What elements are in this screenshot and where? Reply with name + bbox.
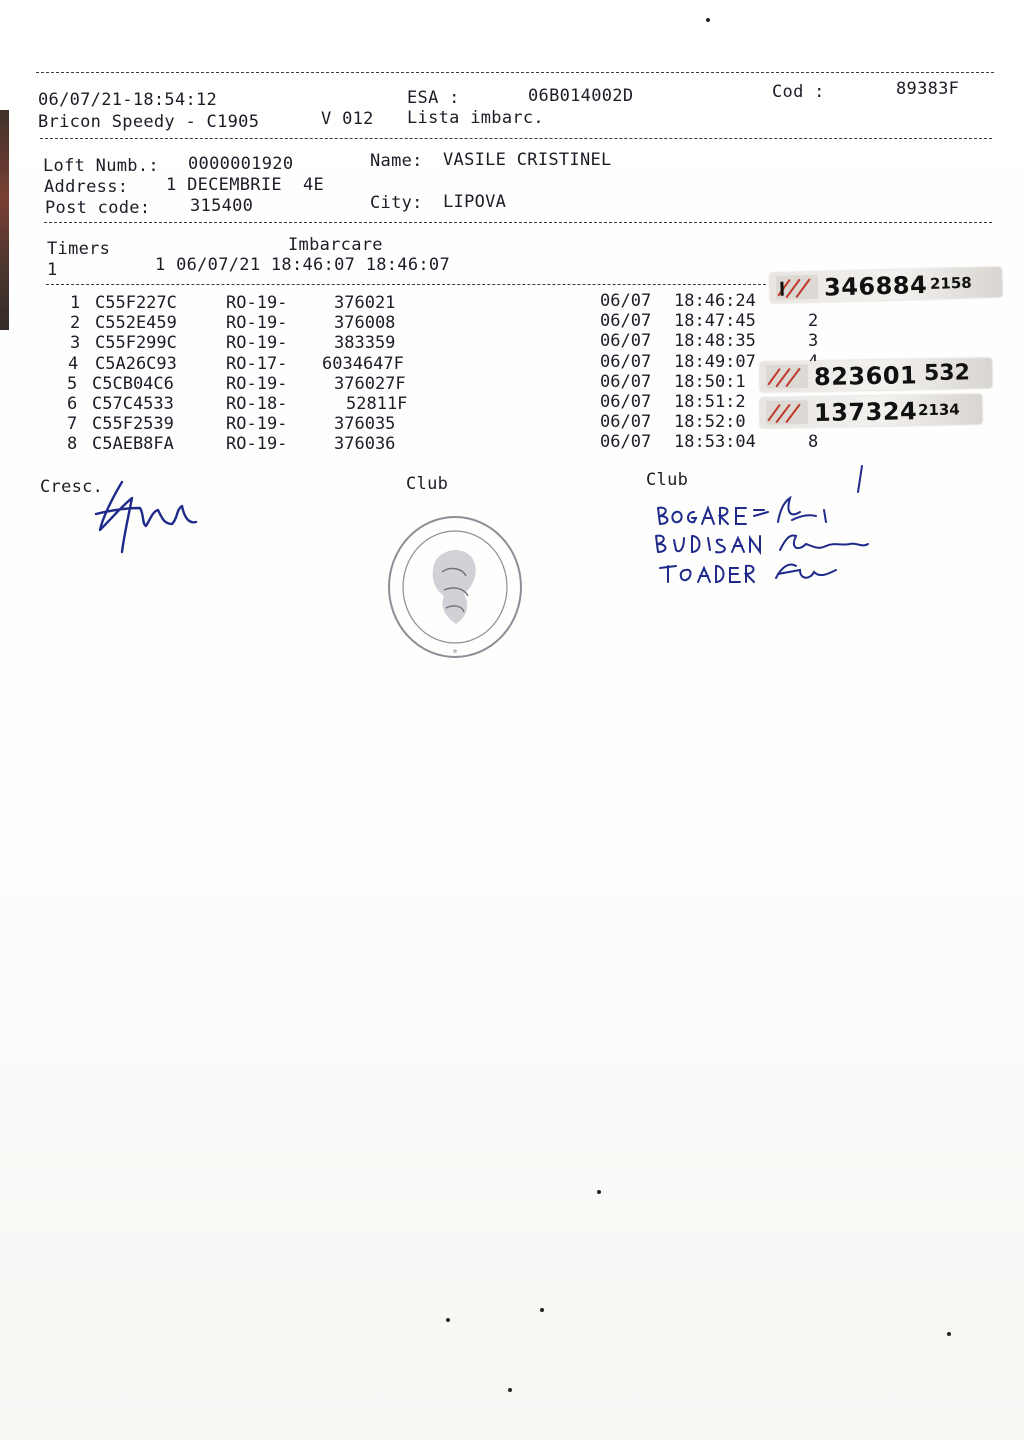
- loft-number-label: Loft Numb.:: [43, 156, 159, 176]
- seal-number: 137324: [813, 397, 918, 427]
- row-ring-prefix: RO-18-: [226, 394, 288, 414]
- row-time: 18:46:24: [674, 291, 756, 311]
- row-slot: 8: [808, 432, 819, 453]
- row-date: 06/07: [600, 371, 652, 392]
- seal-number: 823601: [813, 361, 918, 392]
- row-index: 1: [70, 293, 81, 313]
- esa-label: ESA :: [407, 88, 460, 108]
- row-chip-id: C55F299C: [95, 333, 177, 354]
- row-ring-number: 376035: [334, 414, 396, 435]
- row-index: 7: [67, 414, 78, 435]
- club-label-2: Club: [646, 470, 689, 490]
- paper-speck: [508, 1388, 512, 1392]
- imbarcare-label: Imbarcare: [288, 235, 383, 255]
- row-date: 06/07: [600, 311, 652, 332]
- seal-number: 346884: [823, 270, 928, 302]
- row-slot: 3: [808, 331, 819, 352]
- row-ring-prefix: RO-19-: [226, 293, 288, 313]
- separator-loft: [44, 222, 992, 223]
- breeder-signature: [92, 468, 212, 560]
- row-date: 06/07: [600, 392, 652, 412]
- name-label: Name:: [370, 151, 423, 171]
- row-index: 6: [67, 394, 78, 414]
- row-ring-prefix: RO-19-: [226, 373, 288, 394]
- row-chip-id: C55F227C: [95, 293, 177, 313]
- row-date: 06/07: [600, 432, 652, 453]
- row-date: 06/07: [600, 291, 652, 311]
- cresc-label: Cresc.: [40, 477, 104, 497]
- row-index: 3: [70, 333, 81, 354]
- paper-speck: [947, 1332, 951, 1336]
- esa-value: 06B014002D: [528, 86, 634, 106]
- seal-suffix: 532: [923, 360, 971, 387]
- postcode-label: Post code:: [45, 198, 151, 218]
- row-index: 2: [70, 313, 81, 334]
- paper-speck: [446, 1318, 450, 1322]
- separator-timers: [46, 284, 766, 285]
- row-date: 06/07: [600, 331, 652, 352]
- cod-label: Cod :: [772, 82, 825, 102]
- row-ring-number: 52811F: [346, 394, 408, 414]
- svg-text:*: *: [452, 648, 458, 659]
- row-date: 06/07: [600, 412, 652, 433]
- row-time: 18:50:1: [674, 371, 746, 392]
- cod-value: 89383F: [896, 79, 960, 99]
- row-ring-number: 376036: [334, 434, 396, 455]
- row-ring-number: 376021: [334, 293, 396, 313]
- row-ring-prefix: RO-19-: [226, 333, 288, 354]
- row-time: 18:52:0: [674, 412, 746, 433]
- row-chip-id: C5CB04C6: [92, 373, 174, 394]
- row-slot: 2: [808, 311, 819, 332]
- row-index: 4: [68, 353, 79, 374]
- device-name: Bricon Speedy - C1905: [38, 112, 260, 132]
- row-chip-id: C55F2539: [92, 414, 174, 435]
- timer-number: 1: [47, 260, 58, 280]
- seal-flag-icon: [766, 400, 808, 425]
- seal-flag-icon: [766, 364, 808, 389]
- list-title: Lista imbarc.: [407, 108, 544, 128]
- separator-top: [36, 72, 994, 73]
- city-value: LIPOVA: [443, 192, 507, 212]
- row-chip-id: C552E459: [95, 313, 177, 334]
- row-date: 06/07: [600, 351, 652, 372]
- row-time: 18:53:04: [674, 432, 756, 453]
- row-time: 18:48:35: [674, 331, 756, 352]
- loft-number-value: 0000001920: [188, 154, 294, 174]
- club-stamp: [384, 512, 526, 662]
- row-ring-prefix: RO-19-: [226, 414, 288, 435]
- postcode-value: 315400: [190, 196, 254, 216]
- row-index: 5: [67, 373, 78, 394]
- timers-label: Timers: [47, 239, 111, 259]
- row-ring-prefix: RO-19-: [226, 313, 288, 334]
- paper-edge-shadow: [0, 110, 9, 330]
- seal-label-1: [770, 267, 1003, 303]
- row-ring-number: 383359: [334, 333, 396, 354]
- row-ring-number: 6034647F: [322, 353, 404, 374]
- separator-header: [40, 138, 992, 139]
- seal-suffix: 2158: [929, 273, 972, 293]
- row-time: 18:49:07: [674, 351, 756, 372]
- paper-speck: [597, 1190, 601, 1194]
- seal-label-3: [760, 394, 982, 428]
- city-label: City:: [370, 193, 423, 213]
- name-value: VASILE CRISTINEL: [443, 150, 612, 170]
- paper-speck: [706, 18, 710, 22]
- address-label: Address:: [44, 177, 129, 197]
- row-ring-number: 376027F: [334, 373, 406, 394]
- address-value: 1 DECEMBRIE 4E: [166, 175, 325, 195]
- paper-speck: [540, 1308, 544, 1312]
- seal-flag-icon: [776, 275, 819, 300]
- row-chip-id: C5AEB8FA: [92, 434, 174, 455]
- row-time: 18:51:2: [674, 392, 746, 412]
- row-chip-id: C57C4533: [92, 394, 174, 414]
- club-label-1: Club: [406, 474, 449, 494]
- row-ring-prefix: RO-17-: [226, 353, 288, 374]
- seal-suffix: 2134: [917, 400, 960, 420]
- row-time: 18:47:45: [674, 311, 756, 332]
- seal-label-2: [760, 358, 992, 392]
- row-ring-prefix: RO-19-: [226, 434, 288, 455]
- row-index: 8: [67, 434, 78, 455]
- club-signatures: [650, 462, 880, 592]
- timer-line: 1 06/07/21 18:46:07 18:46:07: [155, 255, 450, 275]
- device-version: V 012: [321, 109, 374, 129]
- header-datetime: 06/07/21-18:54:12: [38, 90, 218, 110]
- row-ring-number: 376008: [334, 313, 396, 334]
- row-chip-id: C5A26C93: [95, 353, 177, 374]
